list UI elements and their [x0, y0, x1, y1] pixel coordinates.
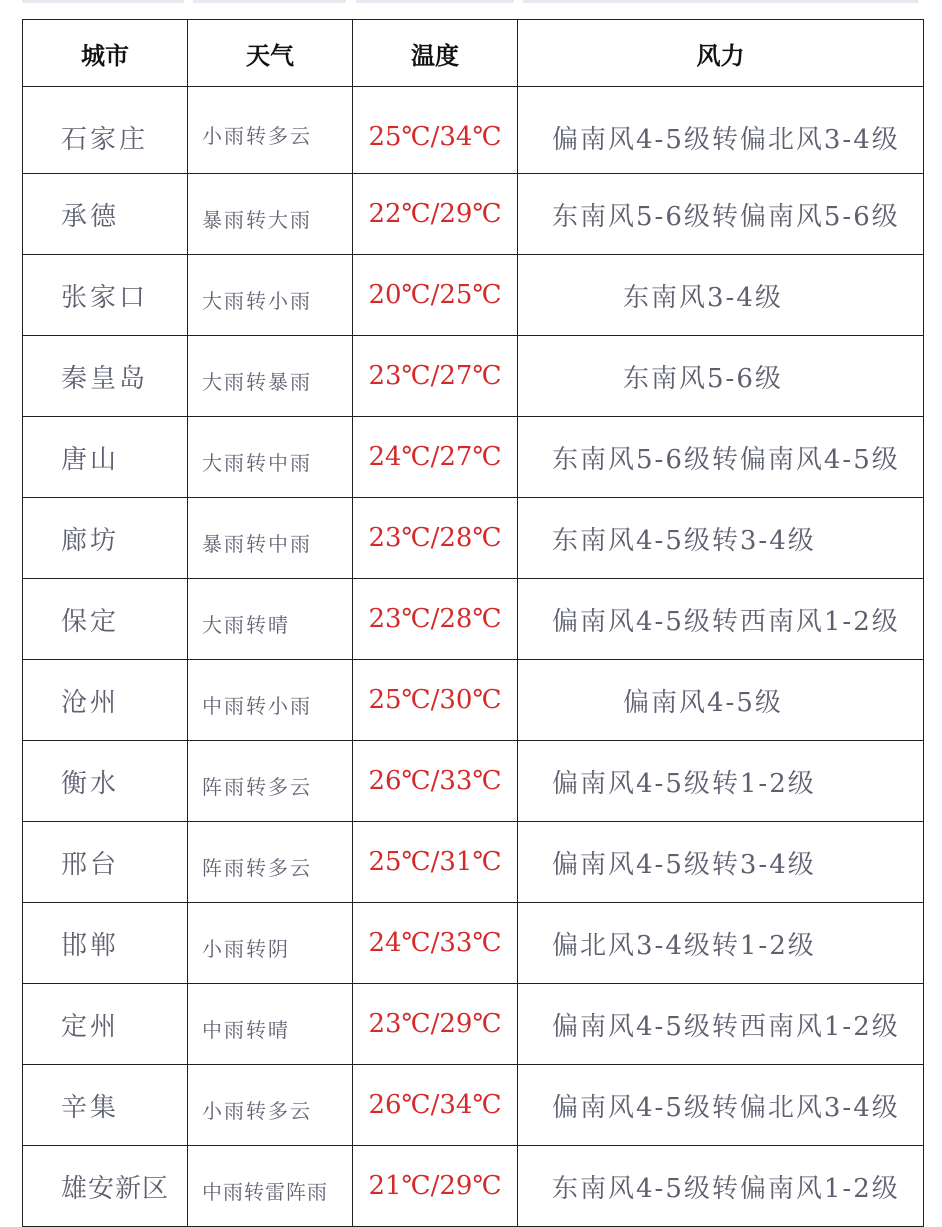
wind-cell: 偏南风4-5级转偏北风3-4级 — [518, 1065, 924, 1146]
city-cell: 邯郸 — [23, 903, 188, 984]
wind-cell: 偏南风4-5级转西南风1-2级 — [518, 579, 924, 660]
temperature-cell: 25℃/34℃ — [353, 87, 518, 174]
table-row — [23, 579, 924, 660]
weather-cell: 中雨转雷阵雨 — [188, 1146, 353, 1227]
wind-cell: 东南风4-5级转3-4级 — [518, 498, 924, 579]
city-cell: 衡水 — [23, 741, 188, 822]
city-cell: 雄安新区 — [23, 1146, 188, 1227]
wind-cell: 偏北风3-4级转1-2级 — [518, 903, 924, 984]
table-header-row — [23, 20, 924, 87]
city-cell: 沧州 — [23, 660, 188, 741]
table-row — [23, 87, 924, 174]
table-row — [23, 255, 924, 336]
city-cell: 保定 — [23, 579, 188, 660]
weather-cell: 大雨转中雨 — [188, 417, 353, 498]
temperature-cell: 23℃/28℃ — [353, 579, 518, 660]
table-row — [23, 903, 924, 984]
temperature-cell: 23℃/29℃ — [353, 984, 518, 1065]
table-row — [23, 984, 924, 1065]
weather-cell: 小雨转多云 — [188, 87, 353, 174]
weather-cell: 小雨转阴 — [188, 903, 353, 984]
wind-cell: 偏南风4-5级转偏北风3-4级 — [518, 87, 924, 174]
top-decorative-bar — [0, 0, 942, 6]
weather-cell: 大雨转暴雨 — [188, 336, 353, 417]
temperature-cell: 25℃/31℃ — [353, 822, 518, 903]
wind-cell: 东南风5-6级转偏南风5-6级 — [518, 174, 924, 255]
temperature-cell: 25℃/30℃ — [353, 660, 518, 741]
wind-cell: 东南风3-4级 — [518, 255, 924, 336]
city-cell: 唐山 — [23, 417, 188, 498]
wind-cell: 东南风5-6级 — [518, 336, 924, 417]
temperature-cell: 26℃/34℃ — [353, 1065, 518, 1146]
header-weather: 天气 — [188, 20, 353, 87]
temperature-cell: 22℃/29℃ — [353, 174, 518, 255]
table-row — [23, 174, 924, 255]
wind-cell: 偏南风4-5级转西南风1-2级 — [518, 984, 924, 1065]
wind-cell: 偏南风4-5级 — [518, 660, 924, 741]
temperature-cell: 23℃/28℃ — [353, 498, 518, 579]
header-wind: 风力 — [518, 20, 924, 87]
table-row — [23, 417, 924, 498]
table-row — [23, 336, 924, 417]
temperature-cell: 26℃/33℃ — [353, 741, 518, 822]
weather-cell: 暴雨转中雨 — [188, 498, 353, 579]
header-temperature: 温度 — [353, 20, 518, 87]
table-row — [23, 1065, 924, 1146]
city-cell: 辛集 — [23, 1065, 188, 1146]
header-city: 城市 — [23, 20, 188, 87]
wind-cell: 东南风4-5级转偏南风1-2级 — [518, 1146, 924, 1227]
table-row — [23, 1146, 924, 1227]
city-cell: 邢台 — [23, 822, 188, 903]
wind-cell: 偏南风4-5级转3-4级 — [518, 822, 924, 903]
wind-cell: 东南风5-6级转偏南风4-5级 — [518, 417, 924, 498]
table-row — [23, 741, 924, 822]
weather-cell: 大雨转小雨 — [188, 255, 353, 336]
city-cell: 秦皇岛 — [23, 336, 188, 417]
weather-cell: 阵雨转多云 — [188, 741, 353, 822]
table-row — [23, 498, 924, 579]
city-cell: 石家庄 — [23, 87, 188, 174]
temperature-cell: 24℃/27℃ — [353, 417, 518, 498]
weather-cell: 暴雨转大雨 — [188, 174, 353, 255]
temperature-cell: 21℃/29℃ — [353, 1146, 518, 1227]
city-cell: 廊坊 — [23, 498, 188, 579]
table-row — [23, 660, 924, 741]
weather-cell: 阵雨转多云 — [188, 822, 353, 903]
weather-cell: 中雨转小雨 — [188, 660, 353, 741]
city-cell: 承德 — [23, 174, 188, 255]
weather-cell: 小雨转多云 — [188, 1065, 353, 1146]
wind-cell: 偏南风4-5级转1-2级 — [518, 741, 924, 822]
table-row — [23, 822, 924, 903]
temperature-cell: 23℃/27℃ — [353, 336, 518, 417]
city-cell: 定州 — [23, 984, 188, 1065]
weather-cell: 中雨转晴 — [188, 984, 353, 1065]
temperature-cell: 24℃/33℃ — [353, 903, 518, 984]
temperature-cell: 20℃/25℃ — [353, 255, 518, 336]
city-cell: 张家口 — [23, 255, 188, 336]
weather-cell: 大雨转晴 — [188, 579, 353, 660]
weather-table — [22, 19, 924, 1227]
